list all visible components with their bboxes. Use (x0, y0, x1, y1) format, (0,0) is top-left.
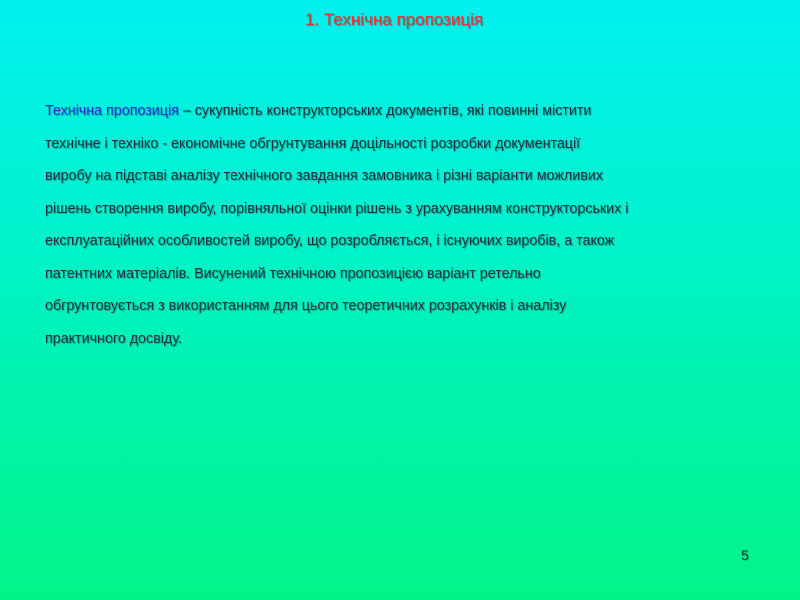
slide-title: 1. Технічна пропозиція (304, 10, 484, 29)
paragraph-line: обгрунтовується з використанням для цього теоретичних розрахунків і аналізу (45, 298, 567, 314)
paragraph-line: виробу на підставі аналізу технічного завдання замовника і різні варіанти можливих (45, 168, 603, 184)
paragraph-line: патентних матеріалів. Висунений технічною пропозицією варіант ретельно (45, 265, 541, 282)
paragraph-line: рішень створення виробу, порівняльної оцінки рішень з урахуванням конструкторських і (45, 200, 629, 217)
paragraph-line-text: – сукупність конструкторських документів, які повинні містити (178, 103, 592, 119)
definition-paragraph (45, 95, 775, 355)
paragraph-line: практичного досвіду. (45, 330, 182, 347)
paragraph-line: технічне і техніко - економічне обгрунтування доцільності розробки документації (45, 135, 581, 152)
page-number: 5 (741, 547, 749, 563)
defined-term: Технічна пропозиція (45, 103, 179, 119)
paragraph-line: експлуатаційних особливостей виробу, що розробляється, і існуючих виробів, а також (45, 233, 615, 249)
paragraph-line (45, 95, 775, 128)
